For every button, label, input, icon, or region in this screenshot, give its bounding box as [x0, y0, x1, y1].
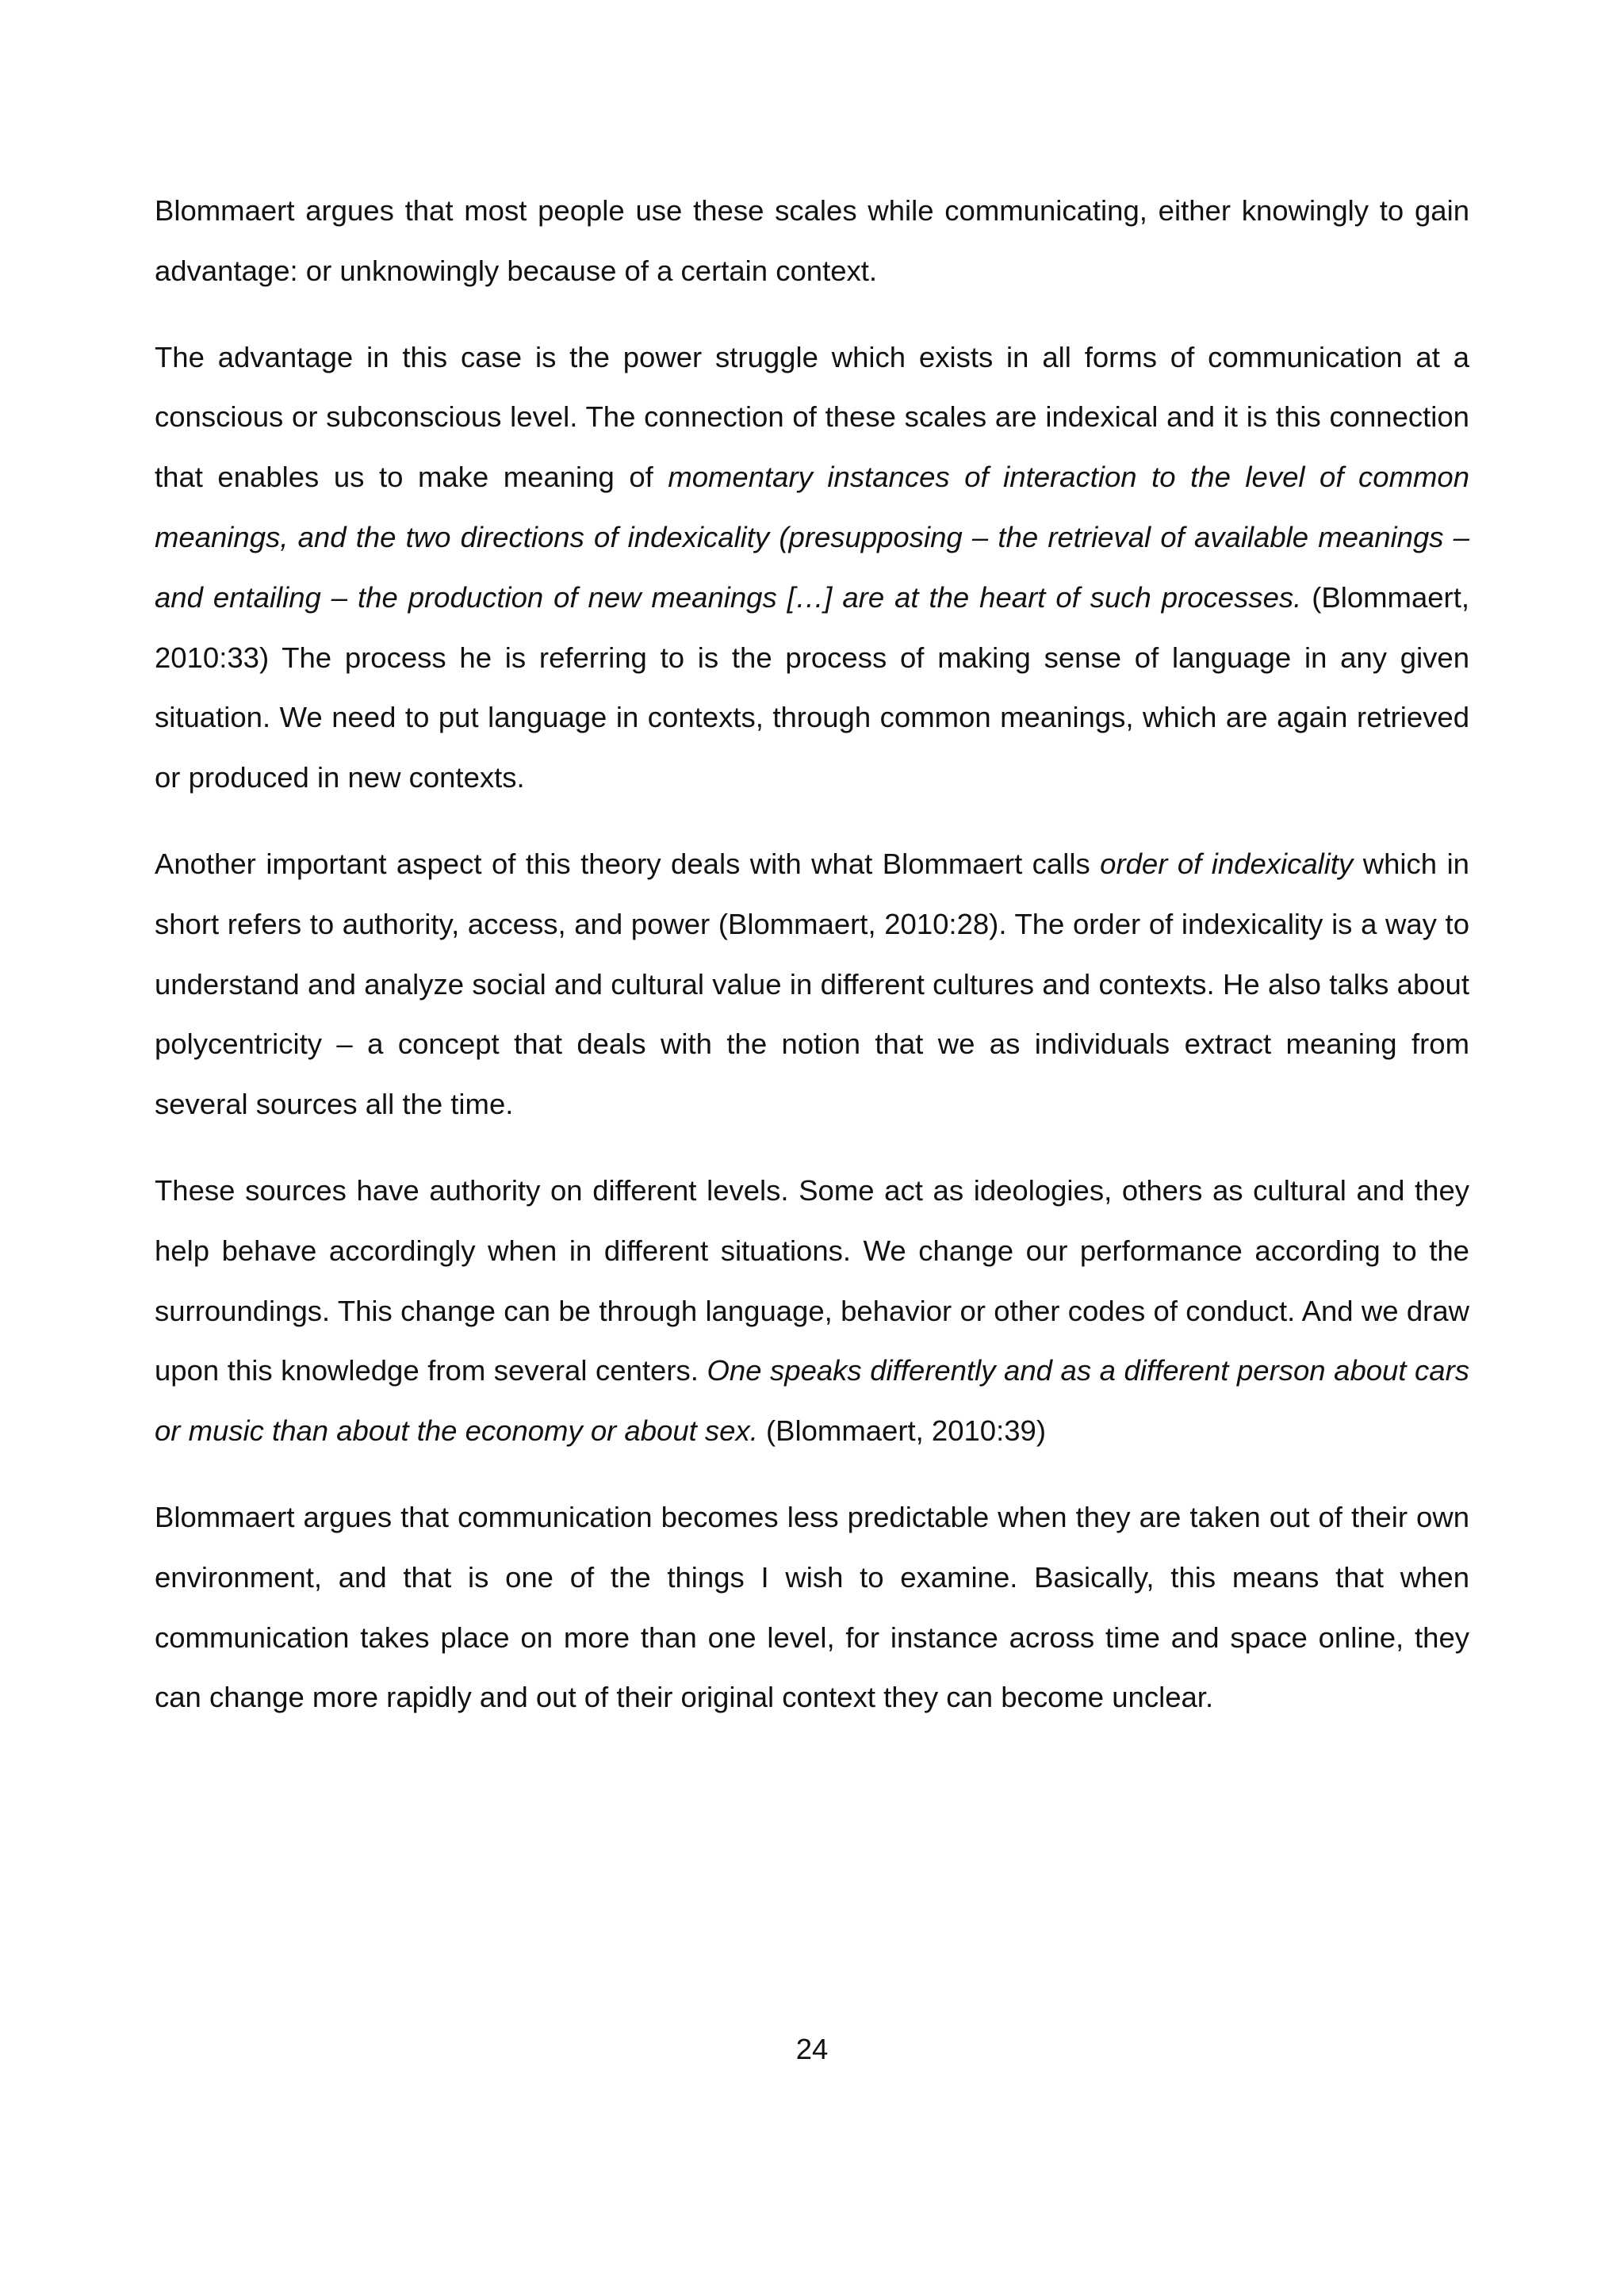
italic-term: order of indexicality: [1100, 847, 1354, 880]
italic-quote: momentary instances of interaction to the level of common meanings, and the two directions of indexicality (presupposing – the retrieval of available meanings – and entailing – the production of new meanings […] are at the heart of such processes.: [155, 461, 1470, 614]
page-number: 24: [795, 2033, 829, 2065]
paragraph-predictability: [155, 1487, 1469, 1728]
body-text: [155, 181, 1469, 1754]
italic-quote: One speaks differently and as a different person about cars or music than about the economy or about sex.: [155, 1354, 1470, 1448]
paragraph-scales-usage: [155, 181, 1469, 301]
text-segment: (Blommaert, 2010:39): [757, 1414, 1046, 1448]
text-segment: which in short refers to authority, access, and power (Blommaert, 2010:28). The order of indexicality is a way to understand and analyze social and cultural value in different cultures and contexts. He also talks about polycentricity – a concept that deals with the notion that we as individuals extract meaning from several sources all the time.: [155, 847, 1469, 1121]
paragraph-sources-authority: [155, 1161, 1469, 1461]
text-segment: (Blommaert, 2010:33) The process he is referring to is the process of making sense of language in any given situation. We need to put language in contexts, through common meanings, which are again retrieved or produced in new contexts.: [155, 580, 1469, 794]
text-segment: Another important aspect of this theory deals with what Blommaert calls: [155, 847, 1101, 880]
paragraph-power-struggle: [155, 327, 1469, 808]
paragraph-order-of-indexicality: [155, 834, 1469, 1135]
text-segment: Blommaert argues that most people use these scales while communicating, either knowingly to gain advantage: or unknowingly because of a certain context.: [155, 194, 1469, 287]
text-segment: The advantage in this case is the power struggle which exists in all forms of communication at a conscious or subconscious level. The connection of these scales are indexical and it is this connection that enables us to make meaning of: [155, 340, 1469, 494]
text-segment: These sources have authority on different levels. Some act as ideologies, others as cultural and they help behave accordingly when in different situations. We change our performance according to the surroundings. This change can be through language, behavior or other codes of conduct. And we draw upon this knowledge from several centers.: [155, 1173, 1469, 1387]
text-segment: Blommaert argues that communication becomes less predictable when they are taken out of their own environment, and that is one of the things I wish to examine. Basically, this means that when communication takes place on more than one level, for instance across time and space online, they can change more rapidly and out of their original context they can become unclear.: [155, 1500, 1469, 1714]
